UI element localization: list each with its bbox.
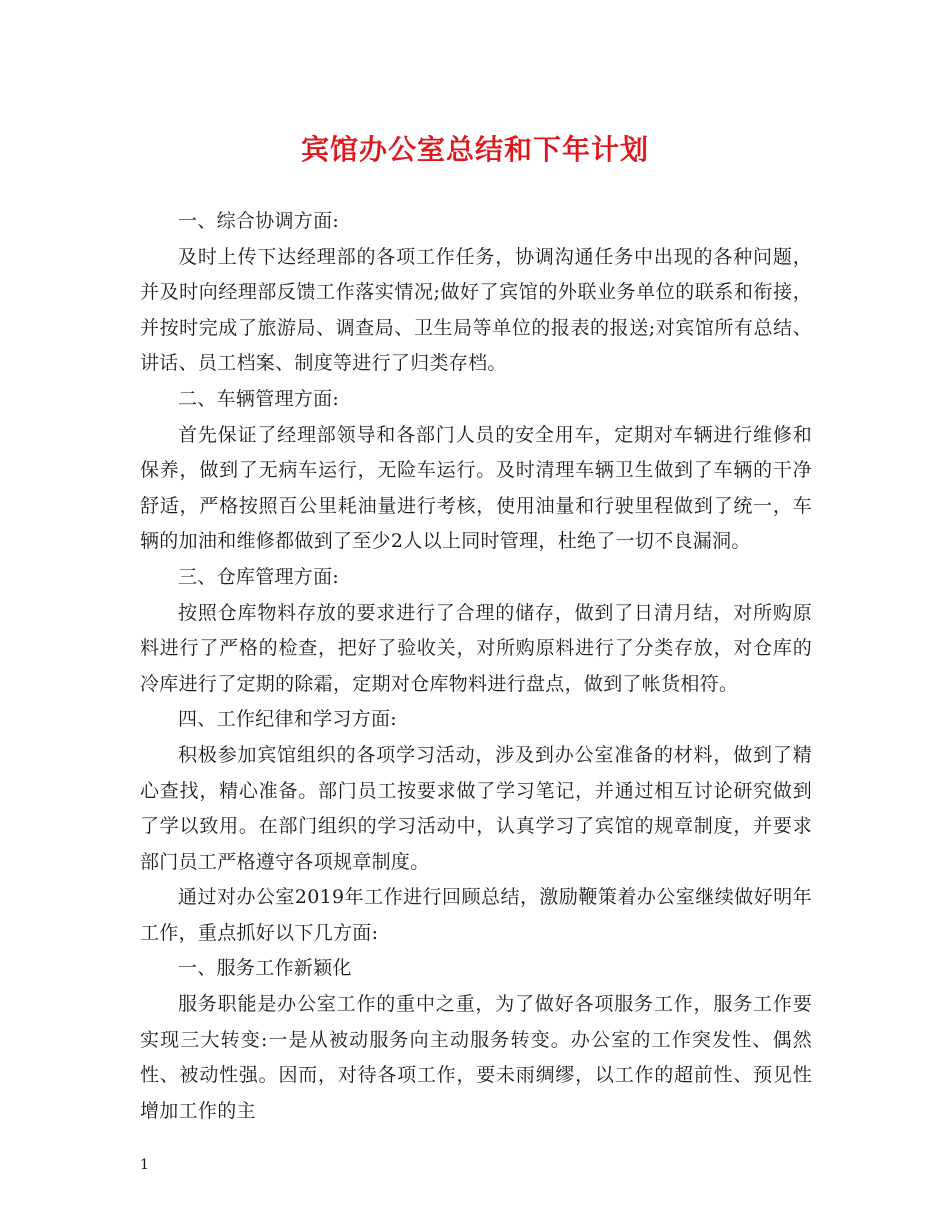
page-number: 1 <box>140 1157 149 1173</box>
section-heading-discipline: 四、工作纪律和学习方面: <box>178 708 398 731</box>
section-heading-service: 一、服务工作新颖化 <box>178 957 352 980</box>
paragraph-warehouse: 按照仓库物料存放的要求进行了合理的储存，做到了日清月结，对所购原料进行了严格的检查，把好了验收关，对所购原料进行了分类存放，对仓库的冷库进行了定期的除霜，定期对仓库物料进行盘点，做到了帐货相符。 <box>140 601 812 695</box>
document-body <box>140 204 812 1129</box>
section-heading-vehicles: 二、车辆管理方面: <box>178 387 340 410</box>
paragraph-review-summary: 通过对办公室2019年工作进行回顾总结，激励鞭策着办公室继续做好明年工作，重点抓好以下几方面: <box>140 886 812 944</box>
section-heading-coordination: 一、综合协调方面: <box>178 210 340 232</box>
document-title: 宾馆办公室总结和下年计划 <box>300 133 649 166</box>
paragraph-discipline: 积极参加宾馆组织的各项学习活动，涉及到办公室准备的材料，做到了精心查找，精心准备。部门员工按要求做了学习笔记，并通过相互讨论研究做到了学以致用。在部门组织的学习活动中，认真学习了宾馆的规章制度，并要求部门员工严格遵守各项规章制度。 <box>140 743 812 873</box>
paragraph-vehicles: 首先保证了经理部领导和各部门人员的安全用车，定期对车辆进行维修和保养，做到了无病车运行，无险车运行。及时清理车辆卫生做到了车辆的干净舒适，严格按照百公里耗油量进行考核，使用油量和行驶里程做到了统一，车辆的加油和维修都做到了至少2人以上同时管理，杜绝了一切不良漏洞。 <box>140 423 812 553</box>
paragraph-service: 服务职能是办公室工作的重中之重，为了做好各项服务工作，服务工作要实现三大转变:一是从被动服务向主动服务转变。办公室的工作突发性、偶然性、被动性强。因而，对待各项工作，要未雨绸缪，以工作的超前性、预见性增加工作的主 <box>140 993 812 1122</box>
section-heading-warehouse: 三、仓库管理方面: <box>178 565 340 588</box>
paragraph-coordination: 及时上传下达经理部的各项工作任务，协调沟通任务中出现的各种问题，并及时向经理部反馈工作落实情况;做好了宾馆的外联业务单位的联系和衔接，并按时完成了旅游局、调查局、卫生局等单位的报表的报送;对宾馆所有总结、讲话、员工档案、制度等进行了归类存档。 <box>140 245 812 375</box>
